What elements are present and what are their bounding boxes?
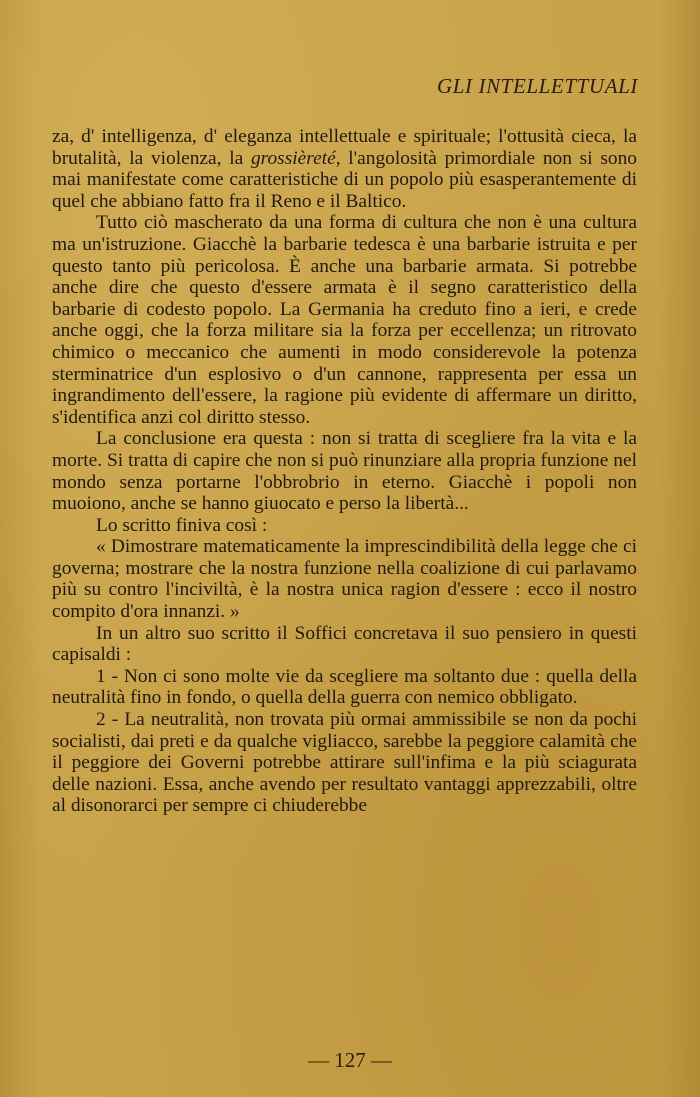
page-number: — 127 — — [308, 1048, 392, 1072]
running-header: GLI INTELLETTUALI — [436, 74, 638, 98]
paragraph-2: Tutto ciò mascherato da una forma di cultura che non è una cultura ma un'istruzione. Giacchè la barbarie tedesca è una barbarie istruita e per questo tanto più pericolosa. È anche una barbarie armata. Si potrebbe anche dire che questo d'essere armata è il segno caratteristico della barbarie di codesto popolo. La Germania ha creduto fino a ieri, e crede anche oggi, che la forza militare sia la forza per eccellenza; un ritrovato chimico o meccanico che aumenti in modo considerevole la potenza sterminatrice d'un esplosivo o d'un cannone, rappresenta per essa un ingrandimento dell'essere, la ragione più evidente di affermare un diritto, s'identifica anzi col diritto stesso. — [52, 212, 637, 428]
paragraph-5-quote: « Dimostrare matematicamente la imprescindibilità della legge che ci governa; mostrare che la nostra funzione nella coalizione di cui parlavamo più su contro l'inciviltà, è la nostra unica ragion d'essere : ecco il nostro compito d'ora innanzi. » — [52, 536, 637, 623]
italic-term: grossièreté — [250, 147, 336, 169]
paragraph-3: La conclusione era questa : non si tratta di scegliere fra la vita e la morte. Si tratta di capire che non si può rinunziare alla propria funzione nel mondo senza portarne l'obbrobrio in eterno. Giacchè i popoli non muoiono, anche se hanno giuocato e perso la libertà... — [52, 428, 637, 515]
paragraph-4: Lo scritto finiva così : — [96, 514, 268, 536]
paragraph-8-point-2: 2 - La neutralità, non trovata più ormai ammissibile se non da pochi socialisti, dai preti e da qualche vigliacco, sarebbe la peggiore calamità che il peggiore dei Governi potrebbe attirare sull'infima e la più sciagurata delle nazioni. Essa, anche avendo per resultato vantaggi apprezzabili, oltre al disonorarci per sempre ci chiuderebbe — [52, 709, 637, 817]
paragraph-7-point-1: 1 - Non ci sono molte vie da scegliere ma soltanto due : quella della neutralità fino in fondo, o quella della guerra con nemico obbligato. — [52, 665, 637, 709]
body-text — [52, 126, 637, 817]
paragraph-6: In un altro suo scritto il Soffici concretava il suo pensiero in questi capisaldi : — [52, 622, 637, 666]
paragraph-1: za, d' intelligenza, d' eleganza intellettuale e spirituale; l'ottusità cieca, la brutalità, la violenza, la grossièreté, l'angolosità primordiale non si sono mai manifestate come caratteristiche di un popolo più esasperantemente di quel che abbiano fatto fra il Reno e il Baltico. — [52, 126, 637, 212]
